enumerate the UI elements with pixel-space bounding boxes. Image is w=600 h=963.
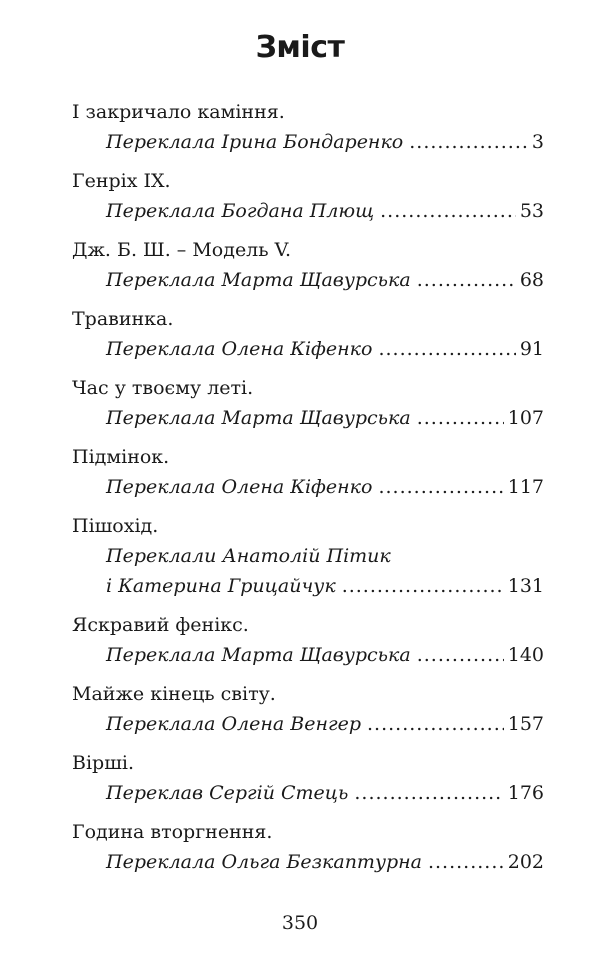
dot-leader — [354, 778, 503, 808]
story-title: Травинка. — [72, 308, 174, 330]
toc-entry — [72, 442, 544, 502]
dot-leader — [342, 571, 504, 601]
page-ref: 117 — [507, 476, 544, 498]
story-title: Яскравий фенікс. — [72, 614, 249, 636]
toc-entry — [72, 817, 544, 877]
story-title: Час у твоєму леті. — [72, 377, 254, 399]
toc-entry — [72, 304, 544, 364]
translator-line — [106, 334, 544, 364]
story-title: Генріх IX. — [72, 170, 171, 192]
translator-line — [106, 127, 544, 157]
story-title: Підмінок. — [72, 446, 170, 468]
toc-entry — [72, 610, 544, 670]
toc-entry — [72, 679, 544, 739]
translator: Переклала Марта Щавурська — [106, 269, 411, 291]
translator-line — [106, 571, 544, 601]
translator-line — [106, 403, 544, 433]
translator: Переклала Богдана Плющ — [106, 200, 375, 222]
translator: Переклала Олена Кіфенко — [106, 338, 373, 360]
page-ref: 202 — [507, 851, 544, 873]
translator: Переклала Олена Кіфенко — [106, 476, 373, 498]
toc-entry — [72, 235, 544, 295]
toc-entry — [72, 97, 544, 157]
dot-leader — [417, 640, 504, 670]
page-number: 350 — [281, 912, 319, 934]
translator: Переклала Олена Венгер — [106, 713, 361, 735]
story-title: Дж. Б. Ш. – Модель V. — [72, 239, 292, 261]
dot-leader — [417, 403, 504, 433]
page-ref: 91 — [519, 338, 544, 360]
table-of-contents — [72, 97, 544, 886]
translator-line — [106, 541, 544, 571]
page-ref: 157 — [507, 713, 544, 735]
page-ref: 176 — [507, 782, 544, 804]
dot-leader — [417, 265, 516, 295]
story-title: І закричало каміння. — [72, 101, 285, 123]
page-ref: 140 — [507, 644, 544, 666]
translator: Переклав Сергій Стець — [106, 782, 349, 804]
translator: Переклала Марта Щавурська — [106, 407, 411, 429]
page-ref: 3 — [531, 131, 544, 153]
translator: Переклала Ольга Безкаптурна — [106, 851, 422, 873]
toc-entry — [72, 373, 544, 433]
translator-line — [106, 640, 544, 670]
page-ref: 131 — [507, 575, 544, 597]
translator-line — [106, 709, 544, 739]
page-ref: 53 — [519, 200, 544, 222]
translator-line — [106, 196, 544, 226]
translator: Переклали Анатолій Пітик — [106, 545, 391, 567]
dot-leader — [378, 334, 515, 364]
translator: Переклала Ірина Бондаренко — [106, 131, 404, 153]
dot-leader — [367, 709, 504, 739]
page-title: Зміст — [255, 30, 345, 65]
translator-line — [106, 778, 544, 808]
story-title: Пішохід. — [72, 515, 159, 537]
page-ref: 107 — [507, 407, 544, 429]
page-ref: 68 — [519, 269, 544, 291]
translator-line — [106, 265, 544, 295]
toc-entry — [72, 166, 544, 226]
toc-entry — [72, 748, 544, 808]
dot-leader — [409, 127, 528, 157]
toc-entry — [72, 511, 544, 601]
translator: Переклала Марта Щавурська — [106, 644, 411, 666]
translator-line — [106, 847, 544, 877]
translator-line — [106, 472, 544, 502]
dot-leader — [380, 196, 516, 226]
story-title: Майже кінець світу. — [72, 683, 276, 705]
dot-leader — [378, 472, 503, 502]
story-title: Година вторгнення. — [72, 821, 273, 843]
translator: і Катерина Грицайчук — [106, 575, 336, 597]
dot-leader — [428, 847, 504, 877]
story-title: Вірші. — [72, 752, 134, 774]
